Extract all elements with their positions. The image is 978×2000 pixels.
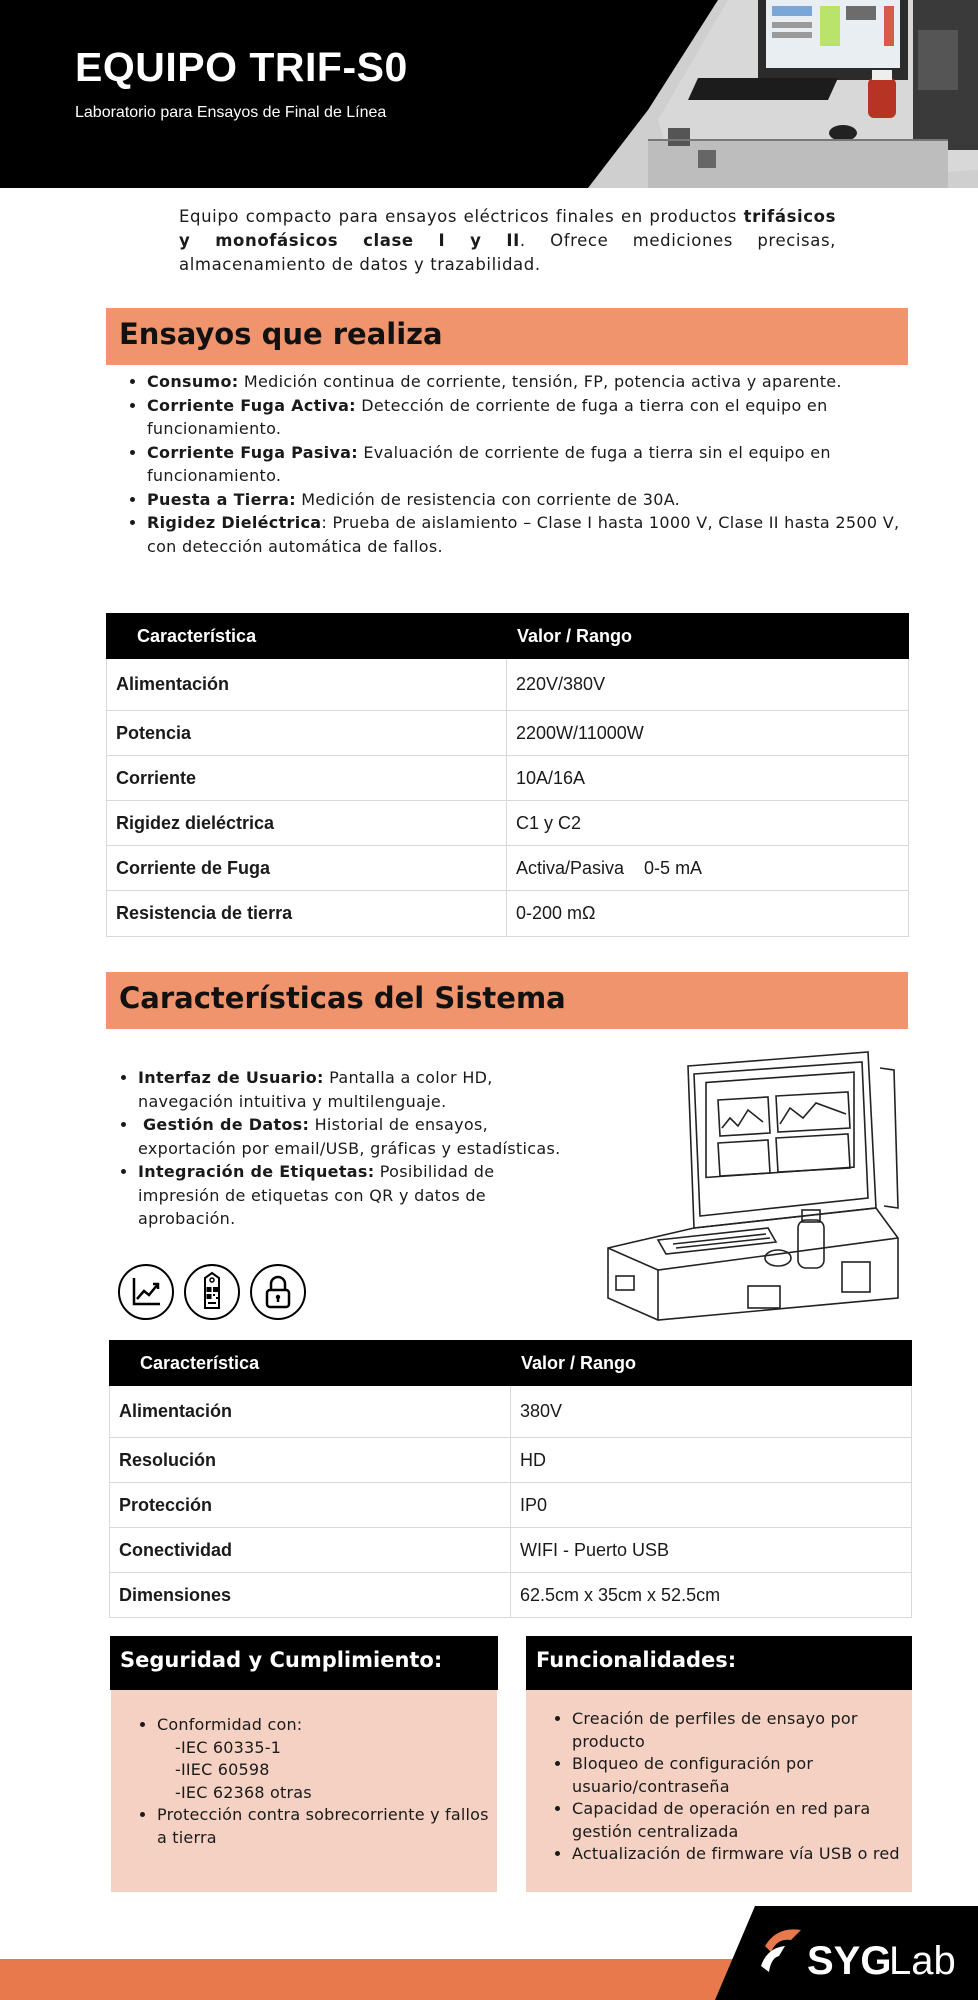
list-item: • Capacidad de operación en red para gestión centralizada (572, 1798, 904, 1843)
item-text: : Prueba de aislamiento – Clase I hasta 1000 V, Clase II hasta 2500 V, con detección automática de fallos. (147, 513, 900, 556)
item-label: Interfaz de Usuario: (138, 1068, 324, 1087)
table-header-value: Valor / Rango (507, 614, 909, 659)
logo-text-light: Lab (889, 1939, 956, 1983)
list-item (138, 1160, 578, 1231)
intro-paragraph (179, 205, 836, 277)
item-text: Medición continua de corriente, tensión, FP, potencia activa y aparente. (238, 372, 842, 391)
chart-icon (118, 1264, 174, 1320)
table-row (107, 846, 909, 891)
table-cell-key: Resolución (110, 1438, 511, 1483)
item-text: Medición de resistencia con corriente de 30A. (295, 489, 681, 509)
table-cell-value: C1 y C2 (507, 801, 909, 846)
table-row (107, 711, 909, 756)
section-heading-text: Características del Sistema (119, 981, 566, 1015)
table-header-feature: Característica (107, 614, 507, 659)
table-row (107, 756, 909, 801)
table-row (110, 1528, 912, 1573)
item-label: Corriente Fuga Pasiva: (147, 442, 358, 462)
syglab-logo (715, 1906, 978, 2000)
table-row (110, 1438, 912, 1483)
list-item (147, 370, 905, 394)
feature-icons (118, 1264, 308, 1320)
item-text: Detección de corriente de fuga a tierra con el equipo en funcionamiento. (147, 395, 828, 438)
functions-heading: Funcionalidades: (536, 1648, 737, 1672)
item-text: Posibilidad de impresión de etiquetas con QR y datos de aprobación. (138, 1162, 495, 1228)
table-cell-key: Alimentación (107, 659, 507, 711)
item-label: Gestión de Datos: (143, 1115, 310, 1134)
list-item (147, 394, 905, 441)
list-item: • Protección contra sobrecorriente y fallos a tierra (157, 1804, 489, 1849)
item-text: Evaluación de corriente de fuga a tierra sin el equipo en funcionamiento. (147, 442, 831, 485)
table-cell-value: HD (511, 1438, 912, 1483)
table-cell-value: 0-200 mΩ (507, 891, 909, 937)
table-header-value: Valor / Rango (511, 1341, 912, 1386)
item-label: Integración de Etiquetas: (138, 1162, 375, 1181)
equipment-illustration (598, 1048, 910, 1328)
qr-tag-icon (184, 1264, 240, 1320)
tests-list (115, 370, 905, 558)
list-item (147, 488, 905, 512)
section-heading-text: Ensayos que realiza (119, 317, 443, 351)
lock-icon (250, 1264, 306, 1320)
table-cell-value: 2200W/11000W (507, 711, 909, 756)
table-row (110, 1573, 912, 1618)
logo-text-bold: SYG (807, 1939, 892, 1983)
item-label: Rigidez Dieléctrica (147, 513, 322, 532)
list-item (147, 441, 905, 488)
intro-text-end: . Ofrece mediciones precisas, almacenamiento de datos y trazabilidad. (179, 231, 837, 274)
security-box-header (110, 1636, 498, 1690)
list-item: • Creación de perfiles de ensayo por producto (572, 1708, 904, 1753)
table-cell-value: 10A/16A (507, 756, 909, 801)
table-row (110, 1386, 912, 1438)
table-cell-value: 380V (511, 1386, 912, 1438)
table-cell-key: Resistencia de tierra (107, 891, 507, 937)
list-item (157, 1714, 489, 1804)
security-box-body (111, 1690, 497, 1892)
table-cell-key: Corriente de Fuga (107, 846, 507, 891)
item-label: Consumo: (147, 372, 239, 391)
spec-table-2 (109, 1340, 912, 1618)
table-cell-key: Rigidez dieléctrica (107, 801, 507, 846)
list-item: • Actualización de firmware vía USB o red (572, 1843, 904, 1866)
list-item (147, 511, 905, 558)
table-cell-value: 220V/380V (507, 659, 909, 711)
table-cell-key: Corriente (107, 756, 507, 801)
standard-item: -IEC 60335-1 (175, 1737, 282, 1757)
table-cell-value: Activa/Pasiva 0-5 mA (507, 846, 909, 891)
functions-box-body (526, 1690, 912, 1892)
table-row (107, 891, 909, 937)
intro-text: Equipo compacto para ensayos eléctricos finales en productos (179, 207, 744, 226)
section-heading-system (106, 972, 908, 1029)
system-features-list (108, 1066, 578, 1231)
table-cell-value: WIFI - Puerto USB (511, 1528, 912, 1573)
table-cell-value: IP0 (511, 1483, 912, 1528)
table-row (110, 1483, 912, 1528)
list-item (138, 1113, 578, 1160)
item-text: Historial de ensayos, exportación por email/USB, gráficas y estadísticas. (138, 1115, 561, 1158)
table-header-feature: Característica (110, 1341, 511, 1386)
functions-box-header (526, 1636, 912, 1690)
list-item (138, 1066, 578, 1113)
table-cell-value: 62.5cm x 35cm x 52.5cm (511, 1573, 912, 1618)
item-label: Corriente Fuga Activa: (147, 395, 356, 415)
table-cell-key: Dimensiones (110, 1573, 511, 1618)
table-row (107, 801, 909, 846)
list-item: • Bloqueo de configuración por usuario/contraseña (572, 1753, 904, 1798)
table-row (107, 659, 909, 711)
page-subtitle: Laboratorio para Ensayos de Final de Línea (75, 104, 387, 121)
section-heading-tests (106, 308, 908, 365)
item-label: Puesta a Tierra: (147, 489, 296, 509)
intro-bold: trifásicos y monofásicos clase I y II (179, 207, 836, 250)
standard-item: -IIEC 60598 (175, 1760, 270, 1779)
page-title: EQUIPO TRIF-S0 (75, 44, 408, 90)
table-cell-key: Protección (110, 1483, 511, 1528)
standard-item: -IEC 62368 otras (175, 1782, 312, 1802)
security-heading: Seguridad y Cumplimiento: (120, 1648, 443, 1672)
conformity-label: Conformidad con: (157, 1715, 303, 1734)
table-cell-key: Alimentación (110, 1386, 511, 1438)
equipment-photo (588, 0, 978, 188)
table-cell-key: Potencia (107, 711, 507, 756)
spec-table-1 (106, 613, 909, 937)
item-text: Pantalla a color HD, navegación intuitiva y multilenguaje. (138, 1068, 493, 1111)
table-cell-key: Conectividad (110, 1528, 511, 1573)
